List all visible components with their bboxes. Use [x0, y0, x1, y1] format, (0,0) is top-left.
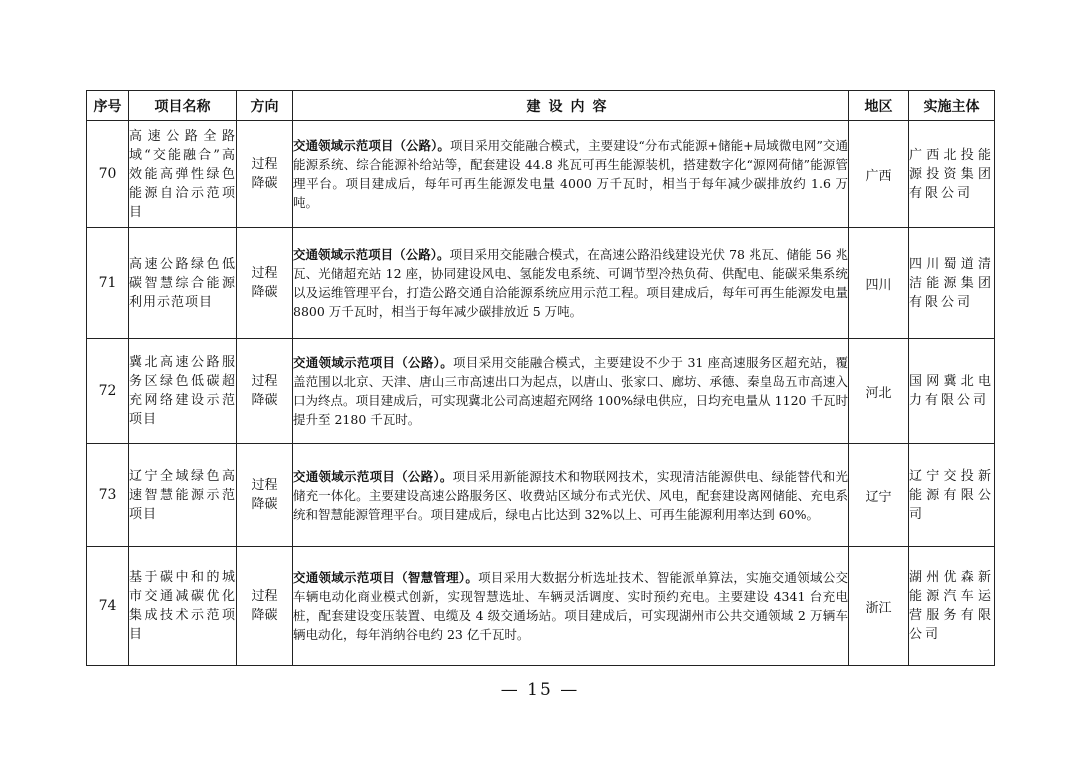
row-region: 辽宁 — [849, 444, 909, 547]
content-text: 项目采用交能融合模式，主要建设不少于 31 座高速服务区超充站，覆盖范围以北京、天津、唐山三市高速出口为起点，以唐山、张家口、廊坊、承德、秦皇岛五市高速入口为终点。项目建成后，可实现冀北公司高速超充网络 100%绿电供应，日均充电量从 1120 千瓦时提升至 2180 千瓦时。 — [293, 355, 848, 427]
row-seq: 74 — [87, 547, 129, 666]
content-text: 项目采用新能源技术和物联网技术，实现清洁能源供电、绿能替代和光储充一体化。主要建设高速公路服务区、收费站区域分布式光伏、风电，配套建设离网储能、充电系统和智慧能源管理平台。项目建成后，绿电占比达到 32%以上、可再生能源利用率达到 60%。 — [293, 468, 848, 522]
row-content — [293, 121, 849, 228]
row-direction — [237, 547, 293, 666]
row-direction — [237, 339, 293, 444]
row-org: 国网冀北电力有限公司 — [909, 339, 995, 444]
direction-line2: 降碳 — [251, 608, 278, 623]
row-org: 湖州优森新能源汽车运营服务有限公司 — [909, 547, 995, 666]
table-header-row — [87, 91, 995, 121]
header-region: 地区 — [849, 91, 909, 121]
row-org: 广西北投能源投资集团有限公司 — [909, 121, 995, 228]
row-content — [293, 339, 849, 444]
row-org: 辽宁交投新能源有限公司 — [909, 444, 995, 547]
row-project-name: 高速公路绿色低碳智慧综合能源利用示范项目 — [129, 228, 237, 339]
direction-line1: 过程 — [251, 157, 278, 172]
row-content — [293, 444, 849, 547]
header-content: 建设内容 — [293, 91, 849, 121]
row-direction — [237, 228, 293, 339]
content-category: 交通领域示范项目（公路）。 — [293, 355, 453, 370]
content-category: 交通领域示范项目（公路）。 — [293, 468, 453, 484]
table-row — [87, 444, 995, 547]
row-org: 四川蜀道清洁能源集团有限公司 — [909, 228, 995, 339]
direction-line2: 降碳 — [251, 176, 278, 191]
header-org: 实施主体 — [909, 91, 995, 121]
direction-line2: 降碳 — [251, 497, 278, 512]
row-project-name: 辽宁全域绿色高速智慧能源示范项目 — [129, 444, 237, 547]
content-category: 交通领域示范项目（公路）。 — [293, 247, 450, 262]
row-region: 广西 — [849, 121, 909, 228]
content-text: 项目采用大数据分析选址技术、智能派单算法，实施交通领域公交车辆电动化商业模式创新，实现智慧选址、车辆灵活调度、实时预约充电。主要建设 4341 台充电桩，配套建设变压装置、电缆及 4 级交通场站。项目建成后，可实现湖州市公共交通领域 2 万辆车辆电动化，每年消纳谷电约 23 亿千瓦时。 — [293, 570, 848, 642]
header-seq: 序号 — [87, 91, 129, 121]
row-project-name: 冀北高速公路服务区绿色低碳超充网络建设示范项目 — [129, 339, 237, 444]
content-text: 项目采用交能融合模式，在高速公路沿线建设光伏 78 兆瓦、储能 56 兆瓦、光储超充站 12 座，协同建设风电、氢能发电系统、可调节型冷热负荷、供配电、能碳采集系统以及运维管理平台，打造公路交通自洽能源系统应用示范工程。项目建成后，每年可再生能源发电量 8800 万千瓦时，相当于每年减少碳排放近 5 万吨。 — [293, 247, 848, 319]
table-row — [87, 121, 995, 228]
row-seq: 73 — [87, 444, 129, 547]
page-number: — 15 — — [500, 680, 580, 700]
row-direction — [237, 444, 293, 547]
content-category: 交通领域示范项目（智慧管理）。 — [293, 570, 479, 585]
content-text: 项目采用交能融合模式，主要建设“分布式能源+储能+局域微电网”交通能源系统、综合能源补给站等，配套建设 44.8 兆瓦可再生能源装机，搭建数字化“源网荷储”能源管理平台。项目建成后，每年可再生能源发电量 4000 万千瓦时，相当于每年减少碳排放约 1.6 万吨。 — [293, 138, 848, 210]
direction-line1: 过程 — [251, 374, 278, 389]
header-direction: 方向 — [237, 91, 293, 121]
direction-line2: 降碳 — [251, 285, 278, 300]
row-content — [293, 228, 849, 339]
direction-line1: 过程 — [251, 589, 278, 604]
direction-line1: 过程 — [251, 266, 278, 281]
row-seq: 72 — [87, 339, 129, 444]
row-direction — [237, 121, 293, 228]
direction-line1: 过程 — [251, 478, 278, 493]
row-region: 四川 — [849, 228, 909, 339]
header-name: 项目名称 — [129, 91, 237, 121]
table-row — [87, 228, 995, 339]
table-row — [87, 547, 995, 666]
content-category: 交通领域示范项目（公路）。 — [293, 138, 450, 153]
row-region: 河北 — [849, 339, 909, 444]
row-region: 浙江 — [849, 547, 909, 666]
table-row — [87, 339, 995, 444]
row-seq: 70 — [87, 121, 129, 228]
direction-line2: 降碳 — [251, 393, 278, 408]
row-seq: 71 — [87, 228, 129, 339]
row-project-name: 高速公路全路域“交能融合”高效能高弹性绿色能源自洽示范项目 — [129, 121, 237, 228]
row-content — [293, 547, 849, 666]
row-project-name: 基于碳中和的城市交通减碳优化集成技术示范项目 — [129, 547, 237, 666]
projects-table — [86, 90, 995, 666]
